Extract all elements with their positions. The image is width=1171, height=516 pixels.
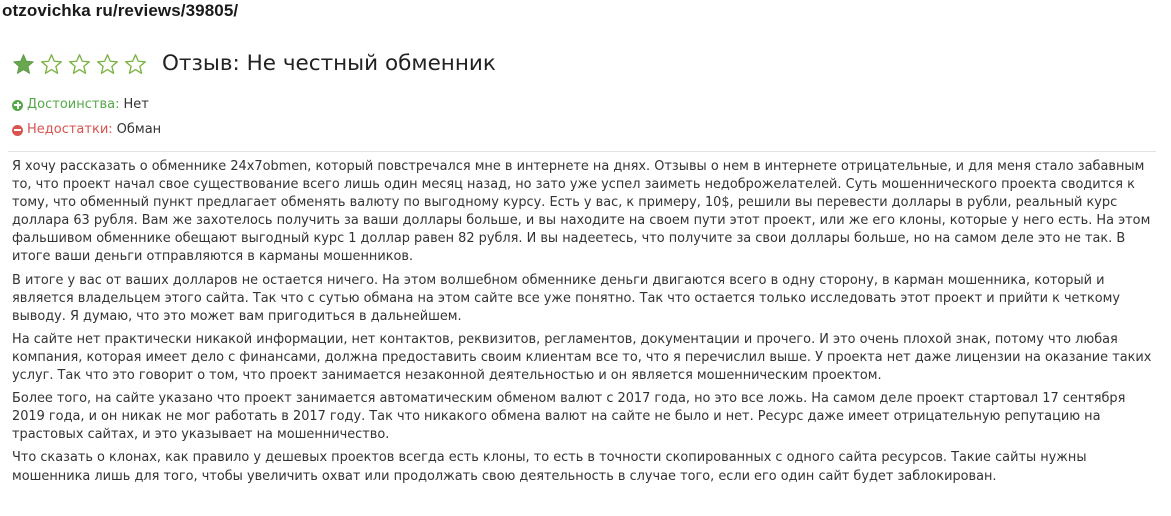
cons-value: Обман bbox=[116, 122, 162, 137]
review-paragraph: Что сказать о клонах, как правило у дешевых проектов всегда есть клоны, то есть в точности скопированных с одного сайта ресурсов. Такие сайты нужны мошенника лишь для того, чтобы увеличить охват или продолжать свою деятельность в случае того, если его один сайт будет заблокирован. bbox=[12, 450, 1087, 484]
review-paragraph: В итоге у вас от ваших долларов не остается ничего. На этом волшебном обменнике деньги двигаются всего в одну сторону, в карман мошенника, который и является владельцем этого сайта. Так что с сутью обмана на этом сайте все уже понятно. Так что остается только исследовать этот проект и прийти к четкому выводу. Я думаю, что это может вам пригодиться в дальнейшем. bbox=[12, 272, 1121, 324]
star-filled-icon bbox=[12, 53, 35, 76]
pros-row bbox=[12, 96, 149, 114]
pros-label: Достоинства: bbox=[27, 97, 120, 112]
review-paragraph: Я хочу рассказать о обменнике 24x7obmen, который повстречался мне в интернете на днях. Отзывы о нем в интернете отрицательные, и для меня стало забавным то, что проект начал свое существование всего лишь один месяц назад, но зато уже успел заиметь недоброжелателей. Суть мошеннического проекта сводится к тому, что обменный пункт предлагает обменять валюту по выгодному курсу. Есть у вас, к примеру, 10$, решили вы перевести доллары в рубли, реальный курс доллара 63 рубля. Вам же захотелось получить за ваши доллары больше, и вы находите на своем пути этот проект, или же его клоны, которые у него есть. На этом фальшивом обменнике обещают выгодный курс 1 доллар равен 82 рубля. И вы надеетесь, что получите за свои доллары больше, но на самом деле это не так. В итоге ваши деньги отправляются в карманы мошенников. bbox=[12, 159, 1151, 265]
plus-circle-icon bbox=[12, 100, 23, 111]
divider bbox=[8, 151, 1156, 152]
star-empty-icon bbox=[68, 53, 91, 76]
star-empty-icon bbox=[124, 53, 147, 76]
review-header bbox=[12, 48, 496, 80]
minus-circle-icon bbox=[12, 125, 23, 136]
cons-label: Недостатки: bbox=[27, 122, 113, 137]
cons-row bbox=[12, 121, 161, 139]
review-paragraph: На сайте нет практически никакой информации, нет контактов, реквизитов, регламентов, документации и прочего. И это очень плохой знак, потому что любая компания, которая имеет дело с финансами, должна предоставить своим клиентам все то, что я перечислил выше. У проекта нет даже лицензии на оказание таких услуг. Так что это говорит о том, что проект занимается незаконной деятельностью и он является мошенническим проектом. bbox=[12, 331, 1152, 384]
review-paragraph: Более того, на сайте указано что проект занимается автоматическим обменом валют с 2017 года, но это все ложь. На самом деле проект стартовал 17 сентября 2019 года, и он никак не мог работать в 2017 году. Так что никакого обмена валют на сайте не было и нет. Ресурс даже имеет отрицательную репутацию на трастовых сайтах, и это указывает на мошенничество. bbox=[12, 391, 1126, 443]
source-url: otzovichka ru/reviews/39805/ bbox=[2, 1, 239, 20]
rating-stars bbox=[12, 53, 152, 76]
pros-value: Нет bbox=[123, 97, 149, 112]
review-title: Отзыв: Не честный обменник bbox=[162, 51, 496, 76]
star-empty-icon bbox=[96, 53, 119, 76]
review-body bbox=[12, 158, 1152, 491]
star-empty-icon bbox=[40, 53, 63, 76]
